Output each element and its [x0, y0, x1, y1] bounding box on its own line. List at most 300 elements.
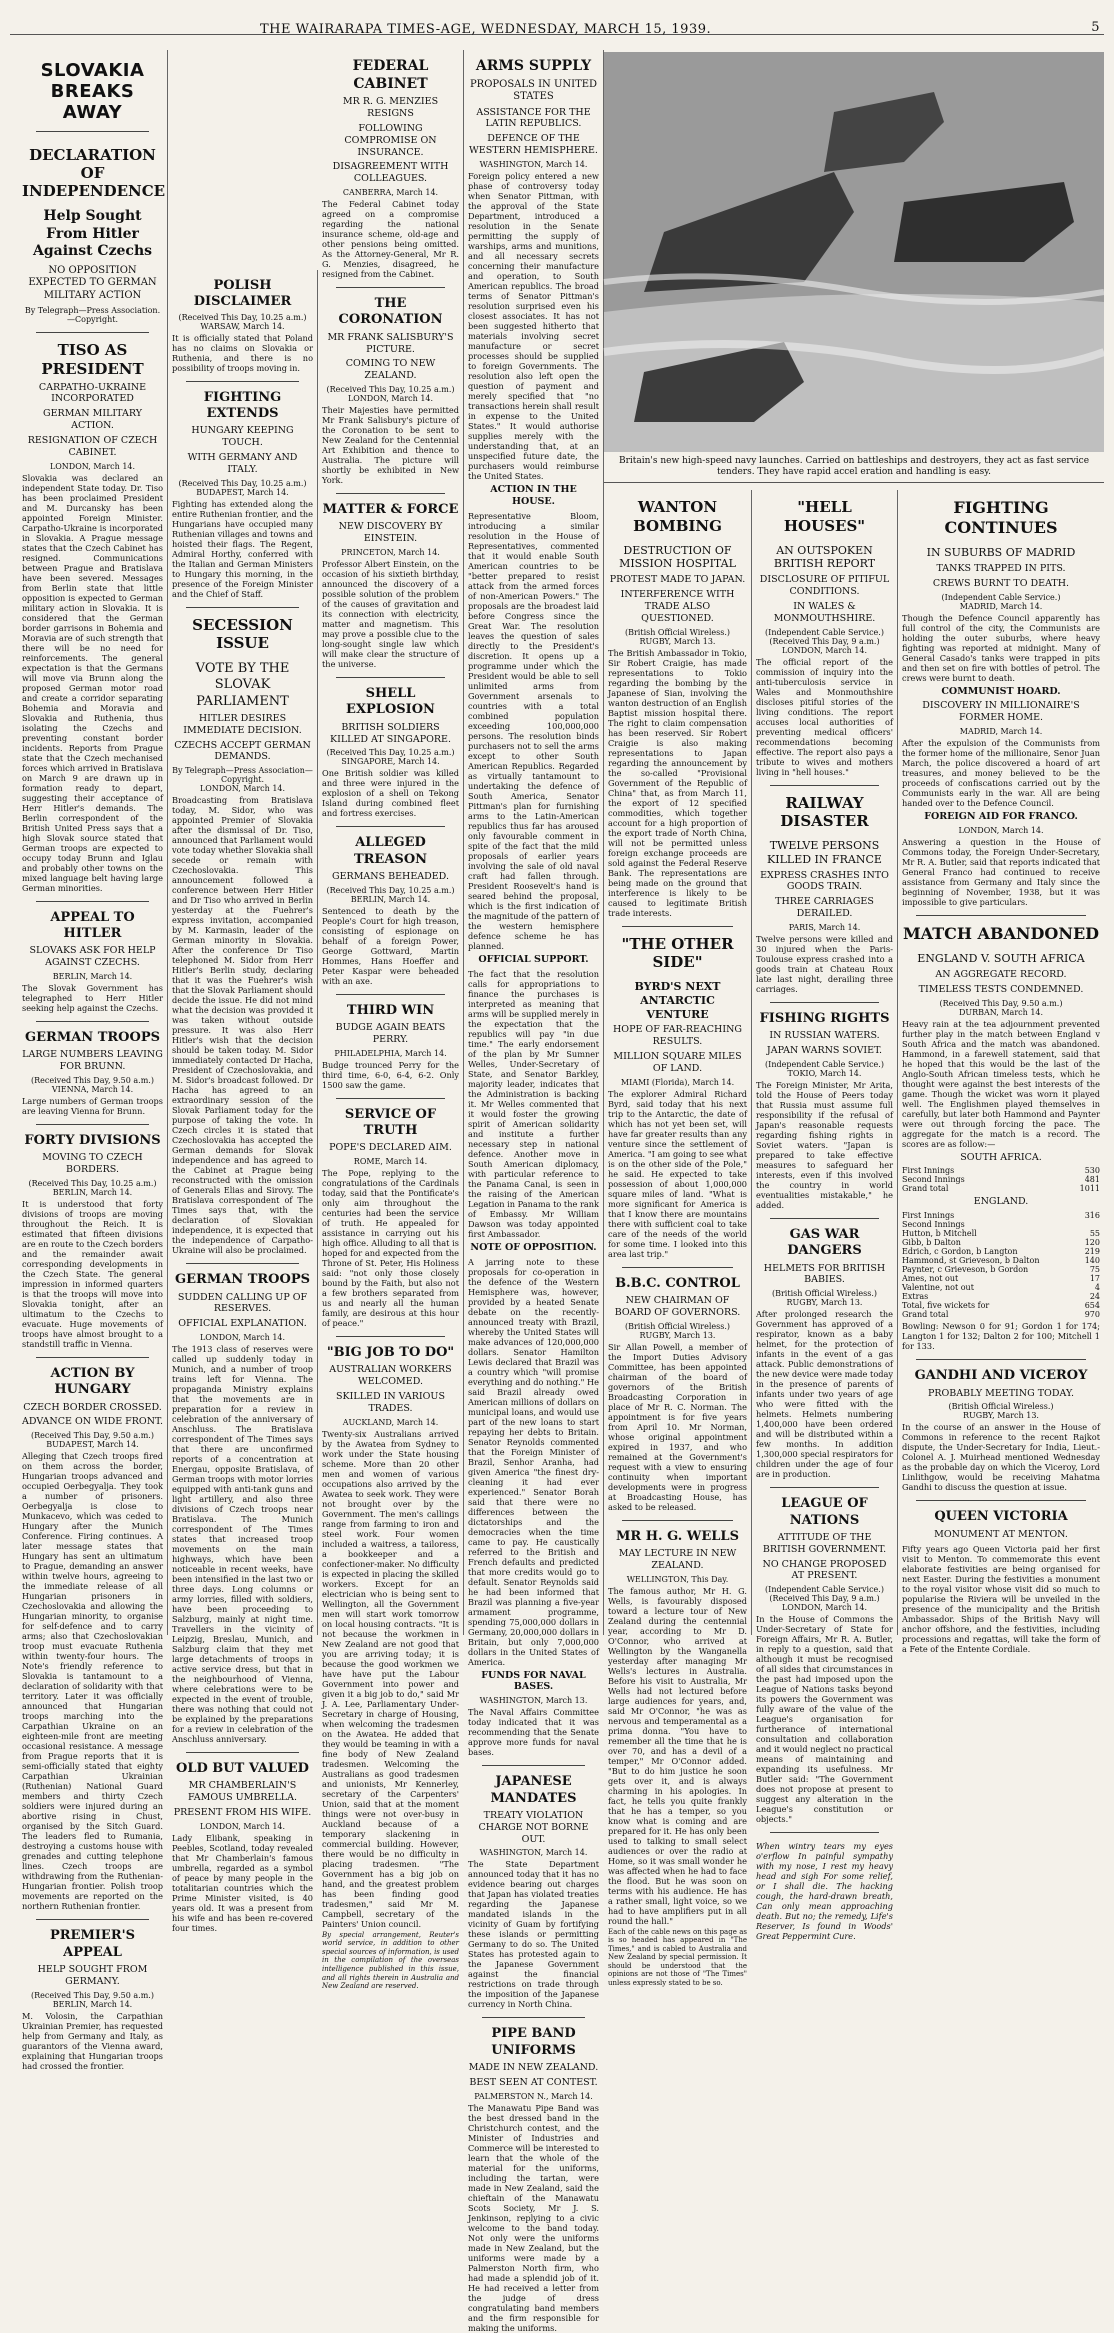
article-body: Large numbers of German troops are leaving Vienna for Brunn.	[22, 1096, 163, 1116]
article-headline: THIRD WIN	[346, 1002, 435, 1018]
article-body: The Foreign Minister, Mr Arita, told the House of Peers today that Russia must assume full responsibility if the refusal of Japan's reasonable requests regarding fishing rights in Soviet waters. "Japan is prepared to take effective measures to safeguard her interests, even if this involved the country in world eventualities mistakable," he added.	[756, 1080, 893, 1210]
article-subhead: TREATY VIOLATION CHARGE NOT BORNE OUT.	[478, 1809, 589, 1845]
score-label: Grand total	[902, 1310, 949, 1320]
received-note: (Received This Day, 9.50 a.m.)	[31, 1431, 154, 1441]
article-headline: ARMS SUPPLY	[475, 58, 592, 74]
article-subhead: MR FRANK SALISBURY'S PICTURE.	[327, 331, 454, 355]
article-subhead: FOLLOWING COMPROMISE ON INSURANCE.	[344, 122, 437, 158]
dateline: MADRID, March 14.	[959, 727, 1043, 737]
rights-footnote: By special arrangement, Reuter's world service, in addition to other special sources of information, is used in the compilation of the overseas intelligence published in this issue, and all rights therein in Australia and New Zealand are reserved.	[322, 1930, 459, 1991]
received-note: (Independent Cable Service.)	[765, 1585, 884, 1595]
received-note: (Received This Day, 9.50 a.m.)	[31, 1076, 154, 1085]
divider	[36, 131, 149, 132]
received-note: (Received This Day, 10.25 a.m.)	[28, 1179, 157, 1188]
divider	[604, 482, 1104, 483]
section-subhead: ACTION IN THE HOUSE.	[490, 484, 577, 507]
masthead	[10, 0, 1104, 35]
divider	[622, 1267, 733, 1268]
article-headline: MATCH ABANDONED	[902, 924, 1100, 943]
article-body: It is understood that forty divisions of troops are moving throughout the Reich. It is estimated that fifteen divisions are en route to the Czech borders and the remainder await corresponding developments in the Czech State. The general impression in informed quarters is that the troops will move into Slovakia tonight, after an ultimatum to the Czechs to evacuate. Huge movements of troops have almost brought to a standstill traffic in Vienna.	[22, 1199, 163, 1349]
section-subhead: COMMUNIST HOARD.	[941, 685, 1061, 697]
article-body: Professor Albert Einstein, on the occasion of his sixtieth birthday, announced the discovery of a possible solution of the problem of the causes of gravitation and its connection with electricity, matter and magnetism. This may prove a possible clue to the long-sought single law which will make clear the structure of the universe.	[322, 559, 459, 670]
score-label: First Innings	[902, 1166, 955, 1176]
article-subhead: HELP SOUGHT FROM GERMANY.	[37, 1963, 148, 1987]
score-row	[902, 1229, 1100, 1238]
received-note: (Received This Day, 9.50 a.m.)	[939, 998, 1063, 1008]
dateline: BERLIN, March 14.	[52, 1999, 133, 2009]
divider	[622, 926, 733, 927]
received-note: (Received This Day, 10.25 a.m.)	[178, 478, 307, 488]
article-subhead: PROTEST MADE TO JAPAN.	[609, 574, 746, 585]
section-subhead: NOTE OF OPPOSITION.	[470, 1241, 597, 1253]
received-note: (Received This Day, 10.25 a.m.)	[326, 385, 455, 395]
divider	[36, 901, 149, 902]
score-row	[902, 1256, 1100, 1265]
article-body: One British soldier was killed and three were injured in the explosion of a shell on Tekong Island during combined fleet and fortress exercises.	[322, 768, 459, 819]
article-headline: PIPE BAND UNIFORMS	[491, 2026, 576, 2058]
article-headline: ACTION BY HUNGARY	[50, 1366, 135, 1398]
section-subhead: OFFICIAL SUPPORT.	[478, 953, 589, 965]
article-subhead: MR R. G. MENZIES RESIGNS	[342, 96, 439, 119]
score-row	[902, 1247, 1100, 1256]
dateline: MADRID, March 14.	[959, 601, 1043, 611]
article-subhead: NEW DISCOVERY BY EINSTEIN.	[338, 521, 443, 545]
article-subhead: PROPOSALS IN UNITED STATES	[469, 78, 598, 102]
score-value: 120	[1084, 1238, 1100, 1248]
article-headline: "THE OTHER SIDE"	[621, 934, 734, 972]
article-headline: "HELL HOUSES"	[783, 498, 866, 535]
received-note: (Received This Day, 9 a.m.)	[769, 636, 880, 646]
south-africa-scores	[902, 1166, 1100, 1193]
article-subhead: POPE'S DECLARED AIM.	[329, 1142, 452, 1154]
article-body: The Federal Cabinet today agreed on a compromise regarding the national insurance scheme, old-age and other pensions being omitted. As the Attorney-General, Mr R. G. Menzies, disagreed, he resigned from the Cabinet.	[322, 199, 459, 280]
lead-deck-2: NO OPPOSITION EXPECTED TO GERMAN MILITARY ACTION	[28, 264, 157, 301]
byline: By Telegraph—Press Association.—Copyright.	[24, 306, 161, 324]
scores-heading: SOUTH AFRICA.	[960, 1151, 1042, 1163]
score-label: Hammond, st Grieveson, b Dalton	[902, 1256, 1040, 1266]
advertisement-verse: When wintry tears my eyes o'erflow In painful sympathy with my nose, I rest my heavy head and sigh For some relief, or I shall die. The hacking cough, the hard-drawn breath, Can only mean approaching death. But no; the remedy, Life's Reserver, Is found in Woods' Great Peppermint Cure.	[756, 1841, 893, 1942]
article-headline: FORTY DIVISIONS	[24, 1133, 161, 1148]
article-headline: FIGHTING CONTINUES	[944, 498, 1058, 537]
article-headline: GAS WAR DANGERS	[787, 1227, 862, 1259]
dateline: PALMERSTON N., March 14.	[474, 2091, 593, 2101]
lead-subheadline: DECLARATION OF INDEPENDENCE	[22, 146, 166, 200]
article-subhead: SKILLED IN VARIOUS TRADES.	[336, 1391, 445, 1414]
article-body: Broadcasting from Bratislava today, M. Sidor, who was appointed Premier of Slovakia after the dismissal of Dr. Tiso, announced that Parliament would vote today whether Slovakia shall secede or remain with Czechoslovakia. This announcement followed a conference between Herr Hitler and Dr Tiso who arrived in Berlin yesterday at the Fuehrer's express invitation, accompanied by M. Karmasin, leader of the German minority in Slovakia. After the conference Dr Tiso telephoned M. Sidor from Herr Hitler's Berlin study, declaring that it was the Fuehrer's wish that the Slovak Parliament should decide the issue. He did not mind what the decision was provided it was taken without outside pressure. It was also Herr Hitler's wish that the decision should be taken today. M. Sidor immediately contacted Dr Hacha, President of Czechoslovakia, and M. Sidor's broadcast followed. Dr Hacha has agreed to an extraordinary session of the Slovak Parliament today for the purpose of taking the vote. In Czech circles it is stated that Czechoslovakia has accepted the German demands for Slovak independence and has agreed to the Cabinet at Prague being reconstructed with the omission of Generals Elias and Sirovy. The Bratislava correspondent of The Times says that, with the declaration of Slovakian independence, it is expected that the independence of Carpatho-Ukraine will also be proclaimed.	[172, 795, 313, 1256]
byline: By Telegraph—Press Association—Copyright.	[172, 766, 313, 785]
divider	[770, 1002, 879, 1003]
score-label: Second Innings	[902, 1175, 965, 1185]
divider	[36, 1021, 149, 1022]
divider	[482, 1765, 585, 1766]
article-subhead: BEST SEEN AT CONTEST.	[469, 2076, 598, 2088]
article-headline: PREMIER'S APPEAL	[49, 1928, 136, 1960]
article-body: It is officially stated that Poland has no claims on Slovakia or Ruthenia, and there is no possibility of troops moving in.	[172, 332, 313, 373]
score-value: 55	[1089, 1229, 1100, 1239]
dateline: BERLIN, March 14.	[52, 1188, 133, 1197]
article-body: The British Ambassador in Tokio, Sir Robert Craigie, has made representations to Tokio regarding the bombing by the Japanese of Sian, involving the wanton destruction of an English Baptist mission hospital there. The right to claim compensation has been reserved. Sir Robert Craigie is also making representations to Japan regarding the announcement by the so-called "Provisional Government of the Republic of China" that, as from March 11, the export of 12 specified commodities, which together account for a high proportion of the export trade of North China, will not be permitted unless foreign exchange proceeds are sold against the Federal Reserve Bank. The representations are being made on the ground that interference is likely to be caused to legitimate British trade interests.	[608, 647, 747, 918]
score-row	[902, 1283, 1100, 1292]
column-7	[898, 490, 1104, 1654]
article-subhead: MR CHAMBERLAIN'S FAMOUS UMBRELLA.	[188, 1780, 297, 1804]
received-note: (British Official Wireless.)	[624, 1321, 731, 1331]
score-value	[1080, 1220, 1100, 1229]
article-subhead: RESIGNATION OF CZECH CABINET.	[27, 435, 158, 458]
score-label: Gibb, b Dalton	[902, 1238, 961, 1248]
newspaper-title: THE WAIRARAPA TIMES-AGE, WEDNESDAY, MARCH 15, 1939.	[260, 22, 712, 37]
article-headline: SERVICE OF TRUTH	[344, 1106, 437, 1138]
dateline: LONDON, March 14.	[49, 461, 136, 471]
article-subhead: MOVING TO CZECH BORDERS.	[42, 1152, 143, 1176]
article-body: Alleging that Czech troops fired on them across the border, Hungarian troops advanced and occupied Oerbegyalja. They took a number of prisoners. Oerbegyalja is close to Munkacevo, which was ceded to Hungary after the Munich Conference. Firing continues. A later message states that Hungary has sent an ultimatum to Prague, demanding an answer within twelve hours, agreeing to the immediate release of all Hungarian prisoners in Czechoslovakia and allowing the Hungarian minority, to organise for self-defence and to carry arms; also that Czechoslovakian troop must evacuate Ruthenia within twenty-four hours. The Note's friendly reference to Slovakia is tantamount to a declaration of solidarity with that territory. Later it was officially announced that Hungarian troops marching into the Carpathian Ukraine on an eighteen-mile front are meeting occasional resistance. A message from Prague reports that it is semi-officially stated that eighty Carpathian Ukrainian (Ruthenian) National Guard members and thirty Czech soldiers were injured during an abortive rising in Chust, organised by the Sitch Guard. The leaders fled to Rumania, destroying a customs house with grenades and cutting telephone lines. Czech troops are withdrawing from the Ruthenian-Hungarian frontier. Polish troop movements are reported on the northern Ruthenian frontier.	[22, 1451, 163, 1912]
lead-headline: SLOVAKIA BREAKS AWAY	[40, 60, 145, 123]
dateline: LONDON, March 14.	[199, 1822, 286, 1831]
article-body: In the course of an answer in the House of Commons in reference to the recent Rajkot dispute, the Under-Secretary for India, Lieut.-Colonel A. J. Muirhead mentioned Wednesday as the probable day on which the Viceroy, Lord Linlithgow, would be receiving Mahatma Gandhi to discuss the question at issue.	[902, 1422, 1100, 1493]
divider	[770, 1487, 879, 1488]
article-subhead: ADVANCE ON WIDE FRONT.	[22, 1416, 163, 1428]
article-subhead: MAY LECTURE IN NEW ZEALAND.	[618, 1548, 737, 1571]
article-subhead: CZECH BORDER CROSSED.	[23, 1401, 162, 1413]
score-value: 530	[1084, 1166, 1100, 1176]
section-subhead: FUNDS FOR NAVAL BASES.	[481, 1669, 586, 1693]
article-headline: FEDERAL CABINET	[352, 58, 429, 92]
divider	[336, 1098, 445, 1099]
divider	[622, 1520, 733, 1521]
dateline: BUDAPEST, March 14.	[46, 1440, 139, 1450]
dateline: WASHINGTON, March 13.	[479, 1696, 588, 1706]
score-value: 17	[1089, 1274, 1100, 1284]
article-subhead: DISCOVERY IN MILLIONAIRE'S FORMER HOME.	[922, 700, 1080, 724]
article-subhead: CZECHS ACCEPT GERMAN DEMANDS.	[174, 739, 311, 763]
column-2	[168, 270, 318, 1933]
score-row	[902, 1238, 1100, 1247]
article-subhead: AN OUTSPOKEN BRITISH REPORT	[773, 543, 876, 571]
article-body: After prolonged research the Government has approved of a respirator, known as a baby helmet, for the protection of infants in the event of a gas attack. Public demonstrations of the new device were made today in the presence of parents of infants under two years of age who were fitted with the helmets. Helmets numbering 1,400,000 have been ordered and will be distributed within a few months. In addition 1,300,000 special respirators for children under the age of four are in production.	[756, 1309, 893, 1480]
article-subhead: EXPRESS CRASHES INTO GOODS TRAIN.	[760, 869, 889, 893]
article-body: Slovakia was declared an independent State today. Dr. Tiso has been proclaimed President and M. Durcansky has been appointed Foreign Minister. Carpatho-Ukraine is incorporated in Slovakia. A Prague message states that the Czech Cabinet has resigned. Communications between Prague and Bratislava have been severed. Messages from Berlin state that little opposition is expected to German military action in Slovakia. It is considered that the German border garrisons in Bohemia and Moravia are of such strength that there will be no need for reinforcements. The general expectation is that the Germans will move via Brunn along the proposed German motor road and create a corridor separating Bohemia and Moravia and Slovakia and Ruthenia, thus isolating the Czechs and preventing constant border incidents. Reports from Prague state that the Czech mechanised forces which arrived in Bratislava on March 9 are drawn up in formation ready to depart, suggesting their acceptance of Herr Hitler's demands. The Berlin correspondent of the British United Press says that a high Slovak source stated that German troops are expected to occupy today Brunn and Iglau and probably other towns on the mixed language belt having large German minorities.	[22, 472, 163, 893]
article-subhead: SLOVAKS ASK FOR HELP AGAINST CZECHS.	[29, 945, 156, 969]
dateline: RUGBY, March 13.	[639, 636, 716, 646]
dateline: RUGBY, March 13.	[786, 1298, 863, 1308]
column-1	[18, 50, 168, 2071]
article-headline: SHELL EXPLOSION	[346, 686, 435, 718]
divider	[186, 1263, 299, 1264]
received-note: (British Official Wireless.)	[948, 1402, 1054, 1412]
divider	[36, 1357, 149, 1358]
dateline: MIAMI (Florida), March 14.	[620, 1077, 735, 1087]
article-subhead: SUDDEN CALLING UP OF RESERVES.	[177, 1291, 308, 1315]
received-note: (Received This Day, 10.25 a.m.)	[326, 748, 455, 758]
article-headline: ALLEGED TREASON	[353, 835, 428, 867]
article-subhead: CARPATHO-UKRAINE INCORPORATED	[38, 381, 147, 405]
received-note: (Received This Day, 9.50 a.m.)	[31, 1990, 154, 2000]
article-subhead: COMING TO NEW ZEALAND.	[345, 358, 436, 382]
divider	[36, 1124, 149, 1125]
divider	[336, 287, 445, 288]
dateline: WASHINGTON, March 14.	[479, 1848, 588, 1858]
page-number: 5	[1091, 20, 1100, 35]
article-body: Sentenced to death by the People's Court for high treason, consisting of espionage on behalf of a foreign Power, George Gottward, Martin Hommes, Hans Hoeffer and Peter Kaspar were beheaded with an axe.	[322, 905, 459, 986]
article-subhead: HOPE OF FAR-REACHING RESULTS.	[613, 1024, 742, 1048]
divider	[336, 826, 445, 827]
article-headline: MATTER & FORCE	[322, 502, 459, 518]
article-body: The famous author, Mr H. G. Wells, is favourably disposed toward a lecture tour of New Zealand during the centennial year, according to Mr D. O'Connor, who arrived at Wellington by the Wanganella yesterday after managing Mr Wells's lectures in Australia. Before his visit to Australia, Mr Wells had not lectured before large audiences for years, and, said Mr O'Connor, "he was as nervous and temperamental as a prima donna. "You have to remember all the time that he is over 70, and has a devil of a temper," Mr O'Connor added. "But to do him justice he soon gets over it, and is always charming in his apologies. In fact, he tells you quite frankly that he has a temper, so you know what is coming and are prepared for it. He has only been used to talking to small select audiences or over the radio at Home, so it was small wonder he was affected when he had to face the flood. But he was soon on terms with his audience. He has a rather small, light voice, so we had to have amplifiers put in all round the hall."	[608, 1585, 747, 1926]
article-body: Heavy rain at the tea adjournment prevented further play in the match between England v South Africa and the match was abandoned. Hammond, in a farewell statement, said that he hoped that this would be the last of the Anglo-South African timeless tests, which he thought were against the best interests of the game. Though the wicket was worn it played well. The Englishmen played themselves in carefully, but later both Hammond and Paynter were out through forcing the pace. The aggregate for the match is a record. The scores are as follow:—	[902, 1018, 1100, 1149]
article-subhead: JAPAN WARNS SOVIET.	[766, 1045, 883, 1057]
score-value: 1011	[1079, 1184, 1100, 1194]
score-label: Hutton, b Mitchell	[902, 1229, 977, 1239]
article-headline: THE CORONATION	[338, 296, 443, 328]
section-subhead: FOREIGN AID FOR FRANCO.	[924, 811, 1078, 823]
divider	[336, 994, 445, 995]
score-row	[902, 1292, 1100, 1301]
dateline: AUCKLAND, March 14.	[342, 1417, 439, 1427]
divider	[770, 1832, 879, 1833]
article-subhead: HUNGARY KEEPING TOUCH.	[191, 425, 294, 448]
divider	[186, 607, 299, 608]
score-value: 24	[1089, 1292, 1100, 1302]
article-body: Fifty years ago Queen Victoria paid her first visit to Menton. To commemorate this event elaborate festivities are being organised for next Easter. During the festivities a monument to the royal visitor whose visit did so much to popularise the Riviera will be unveiled in the presence of the municipality and the British Ambassador. Ships of the British Navy will anchor offshore, and the festivities, including processions and regattas, will take the form of a Fete of the Entente Cordiale.	[902, 1543, 1100, 1654]
dateline: BUDAPEST, March 14.	[196, 487, 289, 497]
divider	[482, 2017, 585, 2018]
received-note: (British Official Wireless.)	[624, 627, 731, 637]
column-6	[752, 490, 898, 1942]
article-headline: LEAGUE OF NATIONS	[781, 1496, 868, 1528]
article-subhead: BRITISH SOLDIERS KILLED AT SINGAPORE.	[329, 721, 452, 745]
article-body: The explorer Admiral Richard Byrd, said today that his next trip to the Antarctic, the date of which has not yet been set, will have far greater results than any venture since the settlement of America. "I am going to see what is on the other side of the Pole," he said. He expected to take possession of about 1,000,000 square miles of land. "What is more significant for America is that I know there are mountains there with sufficient coal to take care of the needs of the world for some time. I looked into this area last trip."	[608, 1088, 747, 1259]
article-body: The Naval Affairs Committee today indicated that it was recommending that the Senate approve more funds for naval bases.	[468, 1707, 599, 1758]
divider	[186, 381, 299, 382]
article-subhead: MILLION SQUARE MILES OF LAND.	[613, 1051, 742, 1074]
article-body: Answering a question in the House of Commons today, the Foreign Under-Secretary, Mr R. A. Butler, said that reports indicated that General Franco had continued to receive assistance from Germany and Italy since the beginning of November, 1938, but it was impossible to give particulars.	[902, 837, 1100, 907]
article-body: In the House of Commons the Under-Secretary of State for Foreign Affairs, Mr R. A. Butler, in reply to a question, said that although it must be recognised of all sides that circumstances in the past had imposed upon the League of Nations tasks beyond its powers the Government was fully aware of the value of the League's organisation for furtherance of international consultation and collaboration and it would neglect no practical means of maintaining and expanding its usefulness. Mr Butler said: "The Government does not propose at present to suggest any alteration in the League's constitution or objects."	[756, 1614, 893, 1825]
article-subhead: TIMELESS TESTS CONDEMNED.	[918, 983, 1084, 995]
article-headline: GANDHI AND VICEROY	[914, 1368, 1088, 1384]
article-headline: WANTON BOMBING	[633, 498, 722, 535]
article-subhead: NEW CHAIRMAN OF BOARD OF GOVERNORS.	[614, 1295, 741, 1318]
article-body: Sir Allan Powell, a member of the Import Duties Advisory Committee, has been appointed chairman of the board of governors of the British Broadcasting Corporation in place of Mr R. C. Norman. The appointment is for five years from April 10. Mr Norman, whose original appointment expired in 1937, and who remained at the Government's request with a view to ensuring continuity when important developments were in progress at Broadcasting House, has asked to be released.	[608, 1341, 747, 1512]
received-note: (Received This Day, 10.25 a.m.)	[326, 885, 455, 895]
article-headline: APPEAL TO HITLER	[50, 909, 135, 941]
score-value: 316	[1084, 1211, 1100, 1221]
score-value: 481	[1084, 1175, 1100, 1185]
score-row	[902, 1175, 1100, 1184]
article-subhead: PROBABLY MEETING TODAY.	[927, 1387, 1075, 1399]
article-subhead: TANKS TRAPPED IN PITS.	[936, 562, 1066, 574]
article-subhead: INTERFERENCE WITH TRADE ALSO QUESTIONED.	[620, 588, 735, 624]
photo-illustration	[604, 52, 1104, 452]
divider	[336, 493, 445, 494]
article-subhead: DESTRUCTION OF MISSION HOSPITAL	[619, 543, 736, 571]
article-body: Twenty-six Australians arrived by the Awatea from Sydney to work under the State housing scheme. More than 20 other men and women of various occupations also arrived by the Awatea to seek work. They were not brought over by the Government. The men's callings range from farming to iron and steel work. Four women included a waitress, a tailoress, a bookkeeper and a confectioner-maker. No difficulty is expected in placing the skilled workers. Except for an electrician who is being sent to Wellington, all the Government men will start work tomorrow on local housing contracts. "It is not because the workmen in New Zealand are not good that you are arriving today; it is because the good workmen we have have put the Labour Government into power and given it a big job to do," said Mr J. A. Lee, Parliamentary Under-Secretary in charge of Housing, when welcoming the tradesmen on the Awatea. He added that they would be teaming in with a fine body of New Zealand tradesmen. Welcoming the Australians as good tradesmen and unionists, Mr Kennerley, secretary of the Carpenters' Union, said that at the moment things were not over-busy in Auckland because of a temporary slackening in commercial building. However, there would be no difficulty in placing tradesmen. "The Government has a big job on hand, and the greatest problem has been finding good tradesmen," said Mr M. Campbell, secretary of the Painters' Union council.	[322, 1428, 459, 1929]
article-body: The Slovak Government has telegraphed to Herr Hitler seeking help against the Czechs.	[22, 983, 163, 1013]
score-row	[902, 1184, 1100, 1193]
article-body: The fact that the resolution calls for appropriations to finance the purchases is interpreted as meaning that arms will be supplied merely in the expectation that the republics will pay "in due time." The early endorsement of the plan by Mr Sumner Welles, Under-Secretary of State, and Senator Barkley, majority leader, indicates that the Administration is backing it. Mr Welles commented that it would foster the growing spirit of American solidarity and institute a further necessary step in national defence. Another move in South American diplomacy, with particular reference to the Panama Canal, is seen in the raising of the American Legation in Panama to the rank of Embassy. Mr William Dawson was today appointed first Ambassador.	[468, 968, 599, 1239]
article-subhead: IN SUBURBS OF MADRID	[926, 546, 1076, 559]
article-body: The Pope, replying to the congratulations of the Cardinals today, said that the Pontificate's only aim throughout the centuries had been the service of truth. He appealed for assistance in carrying out his high office. Alluding to all that is hoped for and expected from the Throne of St. Peter, His Holiness said: "not only those closely bound by the Faith, but also not a few brothers separated from us and nearly all the human family, are desirous at this hour of peace."	[322, 1168, 459, 1329]
score-value: 75	[1089, 1265, 1100, 1275]
lead-deck: Help Sought From Hitler Against Czechs	[32, 208, 153, 259]
article-subhead: WITH GERMANY AND ITALY.	[187, 451, 298, 475]
score-label: Paynter, c Grieveson, b Gordon	[902, 1265, 1029, 1275]
article-body: Their Majesties have permitted Mr Frank Salisbury's picture of the Coronation to be sent to New Zealand for the Centennial Art Exhibition and thence to Australia. The picture will shortly be exhibited in New York.	[322, 405, 459, 486]
article-subhead: GERMAN MILITARY ACTION.	[43, 408, 142, 432]
article-subhead: DEFENCE OF THE WESTERN HEMISPHERE.	[469, 133, 598, 157]
dateline: LONDON, March 14.	[199, 1333, 286, 1343]
dateline: RUGBY, March 13.	[963, 1411, 1039, 1421]
article-body: The 1913 class of reserves were called up suddenly today in Munich, and a number of troop trains left for Vienna. The propaganda Ministry explains that the movements are in preparation for a review in celebration of the anniversary of Anschluss. The Bratislava correspondent of The Times says that there are unconfirmed reports of a concentration at Energau, opposite Bratislava, of German troops with motor lorries equipped with anti-tank guns and light artillery, and also three divisions of Czech troops near Bratislava. The Munich correspondent of The Times states that increased troop movements on the main highways, which have been noticeable in recent weeks, have been intensified in the last two or three days. Long columns or army lorries, filled with soldiers, have been proceeding to Salzburg, mainly at night time. Travellers in the vicinity of Leipzig, Breslau, Munich, and Salzburg claim that they met large detachments of troops in active service dress, but that in the neighbourhood of Vienna, where celebrations were to be expected in the event of trouble, there was nothing that could not be explained by the preparations for a review in celebration of the Anschluss anniversary.	[172, 1344, 313, 1745]
article-body: Budge trounced Perry for the third time, 6-0, 6-4, 6-2. Only 1500 saw the game.	[322, 1059, 459, 1090]
score-label: Valentine, not out	[902, 1283, 974, 1293]
article-headline: MR H. G. WELLS	[616, 1528, 739, 1544]
dateline: WELLINGTON, This Day.	[626, 1574, 729, 1584]
article-subhead: VOTE BY THE SLOVAK PARLIAMENT	[195, 661, 290, 709]
dateline: LONDON, March 14.	[347, 394, 434, 404]
score-value: 970	[1084, 1310, 1100, 1320]
received-note: (British Official Wireless.)	[771, 1289, 878, 1299]
article-body: Lady Elibank, speaking in Peebles, Scotland, today revealed that Mr Chamberlain's famous umbrella, regarded as a symbol of peace by many people in the totalitarian countries which the Prime Minister visited, is 40 years old. It was a present from his wife and has been re-covered four times.	[172, 1833, 313, 1933]
article-subhead: PRESENT FROM HIS WIFE.	[173, 1807, 312, 1819]
received-note: (Received This Day, 9 a.m.)	[769, 1594, 880, 1604]
article-body: A jarring note to these proposals for co-operation in the defence of the Western Hemisphere was, however, provided by a heated Senate debate on the recently-announced treaty with Brazil, whereby the United States will make advances of 120,000,000 dollars. Senator Hamilton Lewis declared that Brazil was a country which "will promise everything and do nothing." He said Brazil already owed American millions of dollars on municipal loans, and would use part of the new loans to start repaying her debts to Britain. Senator Reynolds commented that the Foreign Minister of Brazil, Senhor Aranha, had given America "the finest dry-cleaning it had ever experienced." Senator Borah said that there were no differences between the dictatorships and the democracies when the time came to pay. He caustically referred to the British and French defaults and predicted that more credits would go to default. Senator Reynolds said he had been informed that Brazil was planning a five-year armament programme, spending 75,000,000 dollars in Germany, 20,000,000 dollars in Britain, but only 7,000,000 dollars in the United States of America.	[468, 1256, 599, 1667]
divider	[916, 915, 1086, 916]
dateline: TOKIO, March 14.	[787, 1069, 862, 1078]
article-body: The Manawatu Pipe Band was the best dressed band in the Christchurch contest, and the Minister of Industries and Commerce will be interested to learn that the whole of the material for the uniforms, including the tartan, were made in New Zealand, said the chieftain of the Manawatu Scots Society, Mr J. S. Jenkinson, replying to a civic welcome to the band today. Not only were the uniforms made in New Zealand, but the uniforms were made by a Palmerston North firm, who had made a splendid job of it. He had received a letter from the judge of dress congratulating band members and the firm responsible for making the uniforms.	[468, 2102, 599, 2333]
dateline: LONDON, March 14.	[781, 1603, 868, 1613]
received-note: (Independent Cable Service.)	[765, 627, 884, 637]
cable-footnote: Each of the cable news on this page as is so headed has appeared in "The Times," and is cabled to Australia and New Zealand by special permission. It should be understood that the opinions are not those of "The Times" unless expressly stated to be so.	[608, 1927, 747, 1987]
dateline: LONDON, March 14.	[781, 645, 868, 655]
article-headline: QUEEN VICTORIA	[934, 1509, 1068, 1525]
score-row	[902, 1211, 1100, 1220]
score-value: 219	[1084, 1247, 1100, 1257]
article-subhead: ATTITUDE OF THE BRITISH GOVERNMENT.	[762, 1531, 887, 1555]
article-subhead: NO CHANGE PROPOSED AT PRESENT.	[762, 1558, 887, 1582]
article-subhead: HELMETS FOR BRITISH BABIES.	[763, 1262, 886, 1286]
article-subhead: GERMANS BEHEADED.	[332, 870, 449, 882]
score-label: Edrich, c Gordon, b Langton	[902, 1247, 1018, 1257]
divider	[336, 1336, 445, 1337]
score-row	[902, 1220, 1100, 1229]
article-headline: GERMAN TROOPS	[25, 1030, 160, 1045]
photo-caption: Britain's new high-speed navy launches. Carried on battleships and destroyers, they act as fast service tenders. They have rapid accel eration and handling is easy.	[618, 456, 1090, 477]
bowling-figures: Bowling: Newson 0 for 91; Gordon 1 for 174; Langton 1 for 132; Dalton 2 for 100; Mitchell 1 for 133.	[902, 1321, 1100, 1352]
article-subhead: OFFICIAL EXPLANATION.	[178, 1318, 307, 1330]
dateline: ROME, March 14.	[353, 1157, 428, 1167]
article-subhead: IN RUSSIAN WATERS.	[769, 1030, 880, 1042]
article-headline: TISO AS PRESIDENT	[41, 341, 144, 378]
article-headline: FISHING RIGHTS	[759, 1011, 890, 1026]
article-subhead: AN AGGREGATE RECORD.	[935, 968, 1067, 980]
score-row	[902, 1265, 1100, 1274]
article-subhead: DISCLOSURE OF PITIFUL CONDITIONS.	[759, 574, 890, 597]
article-subhead: HITLER DESIRES IMMEDIATE DECISION.	[183, 712, 302, 736]
dateline: VIENNA, March 14.	[51, 1085, 134, 1094]
article-headline: FIGHTING EXTENDS	[203, 389, 282, 421]
article-subhead: BYRD'S NEXT ANTARCTIC VENTURE	[634, 980, 721, 1021]
article-headline: POLISH DISCLAIMER	[193, 278, 292, 310]
article-body: M. Volosin, the Carpathian Ukrainian Premier, has requested help from Germany and Italy, as guarantors of the Vienna award, explaining that Hungarian troops had crossed the frontier.	[22, 2010, 163, 2071]
article-subhead: AUSTRALIAN WORKERS WELCOMED.	[329, 1364, 452, 1388]
article-headline: OLD BUT VALUED	[176, 1761, 309, 1777]
score-row	[902, 1301, 1100, 1310]
article-headline: "BIG JOB TO DO"	[326, 1345, 455, 1361]
dateline: PARIS, March 14.	[788, 923, 861, 932]
article-headline: RAILWAY DISASTER	[780, 793, 869, 831]
column-4	[464, 50, 604, 2333]
article-headline: B.B.C. CONTROL	[615, 1275, 740, 1291]
dateline: WARSAW, March 14.	[200, 321, 285, 331]
divider	[36, 332, 149, 333]
article-subhead: ASSISTANCE FOR THE LATIN REPUBLICS.	[476, 106, 591, 130]
article-body: The State Department announced today that it has no evidence bearing out charges that Japan has violated treaties regarding the Japanese mandated islands in the vicinity of Guam by fortifying these islands or permitting Germany to do so. The United States has protested again to the Japanese Government against the financial restrictions on trade through the imposition of the Japanese currency in North China.	[468, 1859, 599, 2010]
column-3	[318, 50, 464, 1991]
article-subhead: THREE CARRIAGES DERAILED.	[775, 896, 874, 920]
dateline: BERLIN, March 14.	[52, 972, 133, 981]
received-note: (Received This Day, 10.25 a.m.)	[178, 312, 307, 322]
dateline: LONDON, March 14.	[199, 784, 286, 794]
score-value: 140	[1084, 1256, 1100, 1266]
score-value: 4	[1094, 1283, 1100, 1293]
article-subhead: TWELVE PERSONS KILLED IN FRANCE	[767, 839, 882, 866]
england-scores	[902, 1211, 1100, 1319]
score-label: First Innings	[902, 1211, 955, 1221]
article-subhead: LARGE NUMBERS LEAVING FOR BRUNN.	[22, 1049, 163, 1073]
score-value: 654	[1084, 1301, 1100, 1311]
article-headline: JAPANESE MANDATES	[490, 1774, 577, 1806]
scores-heading: ENGLAND.	[973, 1196, 1029, 1208]
received-note: (Independent Cable Service.)	[765, 1060, 884, 1069]
received-note: (Independent Cable Service.)	[941, 592, 1061, 602]
score-label: Extras	[902, 1292, 929, 1302]
divider	[770, 785, 879, 786]
score-row	[902, 1310, 1100, 1319]
dateline: CANBERRA, March 14.	[342, 188, 439, 198]
article-subhead: ENGLAND V. SOUTH AFRICA	[917, 952, 1085, 965]
article-subhead: MADE IN NEW ZEALAND.	[468, 2061, 599, 2073]
dateline: PRINCETON, March 14.	[341, 548, 440, 558]
article-body: Though the Defence Council apparently has full control of the city, the Communists are holding the outer suburbs, where heavy fighting was reported at midnight. Many of General Casado's tanks were trapped in pits and then set on fire with bottles of petrol. The crews were burnt to death.	[902, 612, 1100, 683]
score-label: Total, five wickets for	[902, 1301, 990, 1311]
dateline: PHILADELPHIA, March 14.	[334, 1048, 447, 1058]
score-row	[902, 1274, 1100, 1283]
divider	[336, 677, 445, 678]
dateline: SINGAPORE, March 14.	[341, 757, 440, 767]
article-body: Fighting has extended along the entire Ruthenian frontier, and the Hungarians have occupied many Ruthenian villages and towns and hoisted their flags. The Regent, Admiral Horthy, conferred with the Italian and German Ministers to Hungary this morning, in the presence of the Foreign Minister and the Chief of Staff.	[172, 498, 313, 599]
article-subhead: IN WALES & MONMOUTHSHIRE.	[773, 600, 876, 624]
divider	[916, 1359, 1086, 1360]
article-body: The official report of the commission of inquiry into the anti-tuberculosis service in Wales and Monmouthshire discloses pitiful stories of the living conditions. The report accuses local authorities of preventing medical officers' recommendations becoming effective. The report also pays a tribute to wives and mothers living in "hell houses."	[756, 656, 893, 777]
score-label: Grand total	[902, 1184, 949, 1194]
article-subhead: CREWS BURNT TO DEATH.	[932, 577, 1070, 589]
article-headline: GERMAN TROOPS	[175, 1272, 310, 1288]
article-body: Representative Bloom, introducing a similar resolution in the House of Representatives, commented that it would enable South American countries to be "better prepared to resist attack from the armed forces of non-American Powers." The proposals are the broadest laid before Congress since the Great War. The resolution leaves the question of sales directly to the President's discretion. It opens up a programme under which the President would be able to sell unlimited arms from Government arsenals to countries with a total combined population exceeding 100,000,000 persons. The resolution binds purchasers not to sell the arms except to other South American Republics. Regarded as virtually tantamount to undertaking the defence of South America, Senator Pittman's plan for furnishing arms to the Latin-American republics thus far has aroused only favourable comment in spite of the fact that the mild proposals of earlier years involving the sale of old naval craft had fallen through. President Roosevelt's hand is seared behind the proposal, which is the first indication of the magnitude of the pattern of the western hemisphere defence scheme he has planned.	[468, 510, 599, 951]
article-body: Foreign policy entered a new phase of controversy today when Senator Pittman, with the approval of the State Department, introduced a resolution in the Senate permitting the supply of warships, arms and munitions, and all necessary secrets concerning their manufacture and operation, to South American republics. The broad terms of Senator Pittman's resolution surprised even his closest associates. It has not been suggested hitherto that materials involving secret manufacture or secret processes should be supplied to foreign Governments. The resolution also left open the question of payment and merely specified that "no transactions herein shall result in expense to the United States." It would authorise supplies merely with the understanding that, at an unspecified future date, the purchasers would reimburse the United States.	[468, 171, 599, 481]
dateline: LONDON, March 14.	[958, 826, 1044, 835]
score-label: Ames, not out	[902, 1274, 959, 1284]
article-body: Twelve persons were killed and 30 injured when the Paris-Toulouse express crashed into a goods train at Chateau Roux late last night, derailing three carriages.	[756, 934, 893, 994]
column-5	[604, 490, 752, 1987]
divider	[186, 1752, 299, 1753]
article-subhead: BUDGE AGAIN BEATS PERRY.	[335, 1022, 446, 1045]
dateline: DURBAN, March 14.	[958, 1007, 1044, 1017]
article-subhead: DISAGREEMENT WITH COLLEAGUES.	[332, 161, 449, 185]
score-label: Second Innings	[902, 1220, 965, 1230]
dateline: BERLIN, March 14.	[350, 894, 431, 904]
article-body: After the expulsion of the Communists from the former home of the millionaire, Senor Juan March, the police discovered a hoard of art treasures, and money believed to be the proceeds of confiscations carried out by the Communists early in the war. All are being handed over to the Defence Council.	[902, 738, 1100, 809]
dateline: WASHINGTON, March 14.	[479, 160, 588, 169]
article-headline: SECESSION ISSUE	[192, 615, 293, 653]
